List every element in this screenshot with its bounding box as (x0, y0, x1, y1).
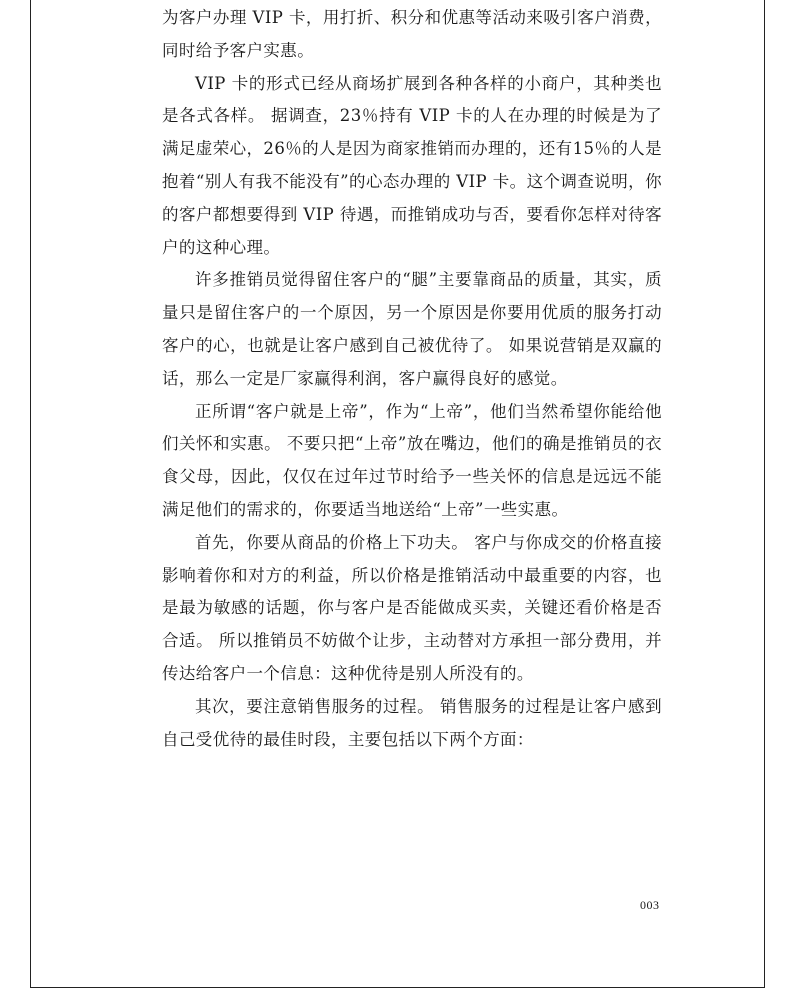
paragraph-service-process: 其次，要注意销售服务的过程。 销售服务的过程是让客户感到自己受优待的最佳时段，主要包括以下两个方面： (162, 696, 662, 749)
paragraph-customer-god: 正所谓“客户就是上帝”，作为“上帝”，他们当然希望你能给他们关怀和实惠。 不要只把“上帝”放在嘴边，他们的确是推销员的衣食父母，因此，仅仅在过年过节时给予一些关怀的信息是远远不能满足他们的需求的，你要适当地送给“上帝”一些实惠。 (162, 401, 662, 519)
paragraph-continued: 为客户办理 VIP 卡，用打折、积分和优惠等活动来吸引客户消费，同时给予客户实惠。 (162, 8, 662, 60)
page-number: 003 (640, 898, 660, 912)
paragraph-service-quality: 许多推销员觉得留住客户的“腿”主要靠商品的质量，其实，质量只是留住客户的一个原因，另一个原因是你要用优质的服务打动客户的心，也就是让客户感到自己被优待了。 如果说营销是双赢的话，那么一定是厂家赢得利润，客户赢得良好的感觉。 (162, 270, 662, 388)
paragraph-price: 首先，你要从商品的价格上下功夫。 客户与你成交的价格直接影响着你和对方的利益，所以价格是推销活动中最重要的内容，也是最为敏感的话题，你与客户是否能做成买卖，关键还看价格是否合适。 所以推销员不妨做个让步，主动替对方承担一部分费用，并传达给客户一个信息：这种优待是别人所没有的。 (162, 532, 662, 683)
paragraph-vip-card: VIP 卡的形式已经从商场扩展到各种各样的小商户，其种类也是各式各样。 据调查，23％持有 VIP 卡的人在办理的时候是为了满足虚荣心，26％的人是因为商家推销而办理的，还有15％的人是抱着“别人有我不能没有”的心态办理的 VIP 卡。这个调查说明，你的客户都想要得到 VIP 待遇，而推销成功与否，要看你怎样对待客户的这种心理。 (162, 73, 662, 257)
body-text (162, 2, 662, 756)
